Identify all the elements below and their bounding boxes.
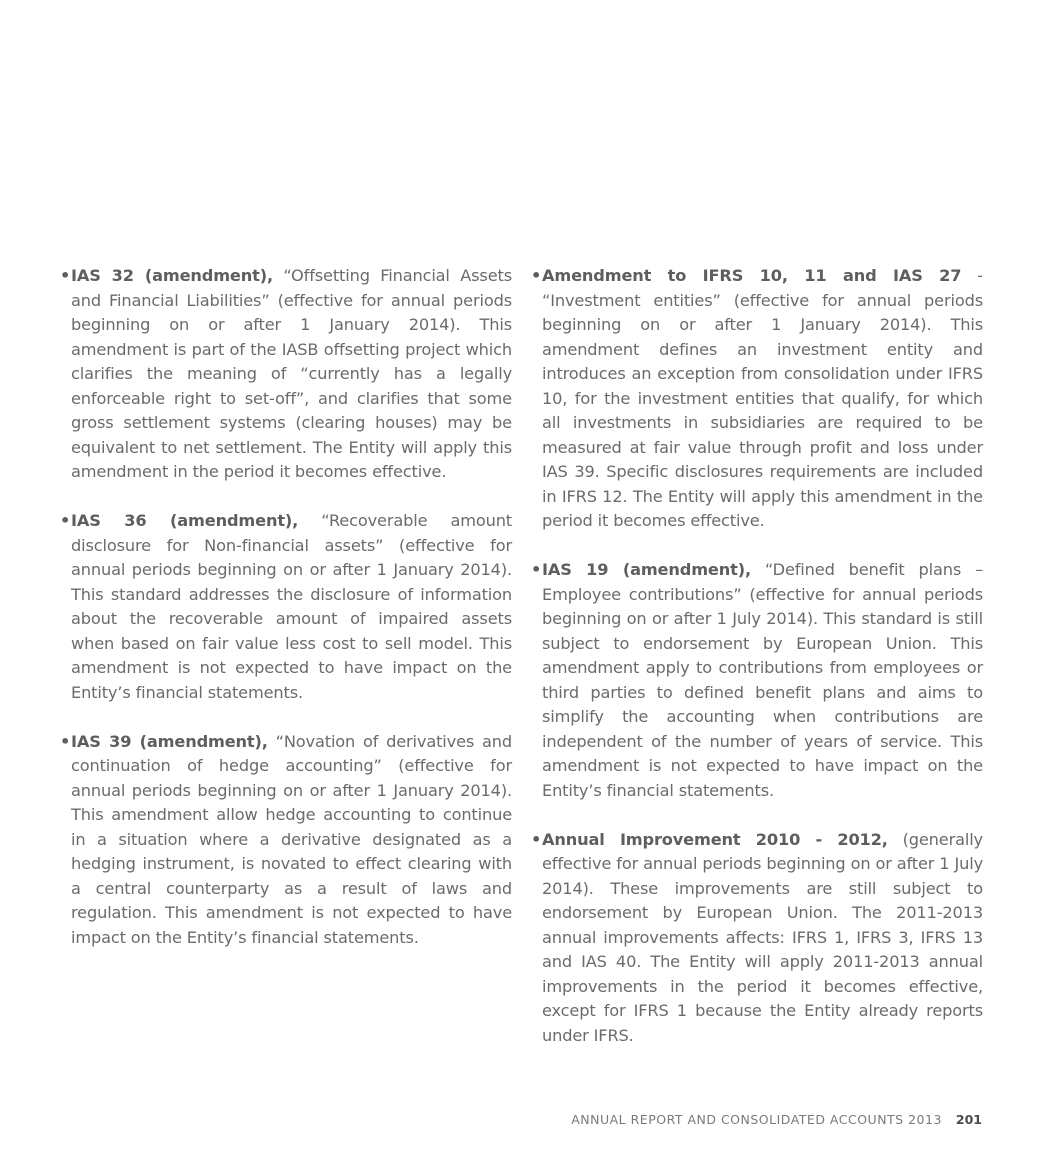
- bullet-icon: •: [531, 266, 542, 285]
- item-text: “Novation of derivatives and continuation of hedge accounting” (effective for annual periods beginning on or after 1 January 2014). This amendment allow hedge accounting to continue in a situation where a derivative designated as a hedging instrument, is novated to effect clearing with a central counterparty as a result of laws and regulation. This amendment is not expected to have impact on the Entity’s financial statements.: [71, 731, 512, 947]
- item-heading: Amendment to IFRS 10, 11 and IAS 27: [542, 266, 962, 285]
- item-text: “Defined benefit plans – Employee contributions” (effective for annual periods beginning on or after 1 July 2014). This standard is still subject to endorsement by European Union. This amendment apply to contributions from employees or third parties to defined benefit plans and aims to simplify the accounting when contributions are independent of the number of years of service. This amendment is not expected to have impact on the Entity’s financial statements.: [542, 560, 984, 800]
- page-footer: [571, 1112, 982, 1127]
- item-text: - “Investment entities” (effective for annual periods beginning on or after 1 January 2014). This amendment defines an investment entity and introduces an exception from consolidation under IFRS 10, for the investment entities that qualify, for which all investments in subsidiaries are required to be measured at fair value through profit and loss under IAS 39. Specific disclosures requirements are included in IFRS 12. The Entity will apply this amendment in the period it becomes effective.: [542, 266, 983, 530]
- right-column: [531, 264, 983, 1073]
- item-heading: IAS 36 (amendment),: [71, 511, 299, 530]
- item-text: (generally effective for annual periods beginning on or after 1 July 2014). These improvements are still subject to endorsement by European Union. The 2011-2013 annual improvements affects: IFRS 1, IFRS 3, IFRS 13 and IAS 40. The Entity will apply 2011-2013 annual improvements in the period it becomes effective, except for IFRS 1 because the Entity already reports under IFRS.: [542, 829, 983, 1045]
- list-item-ifrs-10-11-ias-27: [531, 264, 983, 534]
- item-text: “Recoverable amount disclosure for Non-financial assets” (effective for annual periods beginning on or after 1 January 2014). This standard addresses the disclosure of information about the recoverable amount of impaired assets when based on fair value less cost to sell model. This amendment is not expected to have impact on the Entity’s financial statements.: [71, 511, 513, 702]
- list-item-ias-32: [60, 264, 512, 485]
- item-heading: IAS 32 (amendment),: [71, 266, 273, 285]
- bullet-icon: •: [531, 829, 542, 849]
- bullet-icon: •: [60, 731, 71, 751]
- list-item-ias-39: [60, 730, 512, 951]
- left-column: [60, 264, 512, 975]
- item-text: “Offsetting Financial Assets and Financial Liabilities” (effective for annual periods beginning on or after 1 January 2014). This amendment is part of the IASB offsetting project which clarifies the meaning of “currently has a legally enforceable right to set-off”, and clarifies that some gross settlement systems (clearing houses) may be equivalent to net settlement. The Entity will apply this amendment in the period it becomes effective.: [71, 266, 512, 481]
- item-heading: IAS 39 (amendment),: [71, 731, 268, 751]
- footer-title: ANNUAL REPORT AND CONSOLIDATED ACCOUNTS 2013: [571, 1112, 942, 1127]
- item-heading: IAS 19 (amendment),: [542, 560, 751, 579]
- list-item-ias-19: [531, 558, 983, 803]
- list-item-ias-36: [60, 509, 512, 705]
- list-item-annual-improvement: [531, 828, 983, 1049]
- bullet-icon: •: [60, 511, 71, 530]
- bullet-icon: •: [531, 560, 542, 579]
- item-heading: Annual Improvement 2010 - 2012,: [542, 829, 888, 849]
- page-number: 201: [955, 1112, 982, 1127]
- bullet-icon: •: [60, 266, 71, 285]
